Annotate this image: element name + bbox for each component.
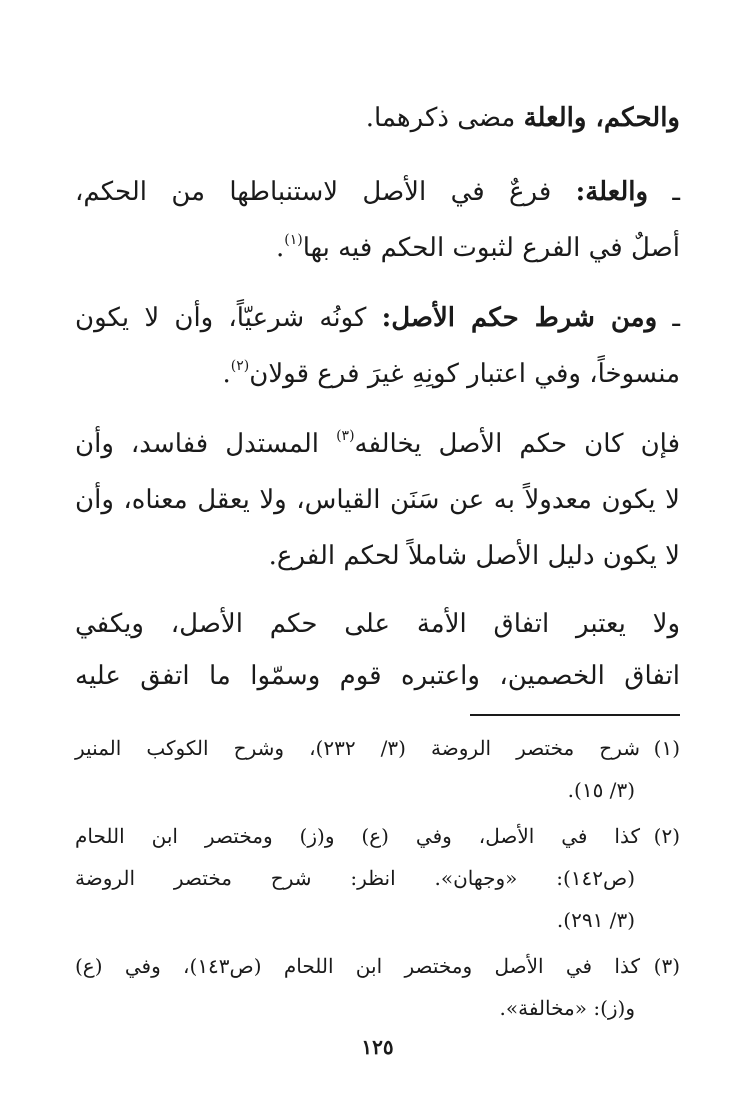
- footnote-1-number: (١): [653, 736, 680, 760]
- paragraph-5-line-1: [75, 604, 680, 644]
- paragraph-4-line-3: [75, 536, 680, 576]
- p5-text-1: ولا يعتبر اتفاق الأمة على حكم الأصل، ويكفي: [75, 609, 680, 639]
- paragraph-1-line-1: [75, 98, 680, 138]
- p5-text-2: اتفاق الخصمين، واعتبره قوم وسمّوا ما اتفق عليه: [75, 661, 680, 691]
- term-hukm-illa: والحكم، والعلة: [523, 103, 680, 133]
- footnote-2-line-3: [75, 902, 635, 938]
- footnote-1-line-2: [75, 772, 635, 808]
- p3-period: .: [222, 359, 231, 389]
- footnote-3-number: (٣): [653, 954, 680, 978]
- p1-text: مضى ذكرهما.: [365, 103, 524, 133]
- footnote-2-line-2: [75, 860, 635, 896]
- paragraph-3-line-1: [75, 298, 680, 338]
- footnote-3-line-2: [75, 990, 635, 1026]
- p4-text-2: لا يكون معدولاً به عن سَنَن القياس، ولا يعقل معناه، وأن: [75, 485, 680, 515]
- footnote-2-text-1: كذا في الأصل، وفي (ع) و(ز) ومختصر ابن اللحام: [75, 824, 640, 848]
- p2-dash: ـ: [648, 177, 680, 207]
- footnote-3-text-2: و(ز): «مخالفة».: [499, 996, 635, 1020]
- footnote-3-line-1: [75, 948, 680, 984]
- p3-dash: ـ: [657, 303, 680, 333]
- footnote-1-line-1: [75, 730, 680, 766]
- footnote-ref-2[interactable]: (٢): [230, 358, 250, 374]
- term-illa: والعلة:: [575, 177, 649, 207]
- footnote-2-line-1: [75, 818, 680, 854]
- p4-text-3: لا يكون دليل الأصل شاملاً لحكم الفرع.: [268, 541, 680, 571]
- page-number: ١٢٥: [361, 1035, 394, 1059]
- paragraph-2-line-2: [75, 228, 680, 268]
- p4-text-1b: المستدل ففاسد، وأن: [75, 429, 337, 459]
- paragraph-5-line-2: [75, 656, 680, 696]
- footnote-ref-3[interactable]: (٣): [336, 428, 355, 444]
- footnote-2-text-2: (ص١٤٢): «وجهان». انظر: شرح مختصر الروضة: [75, 866, 635, 890]
- paragraph-4-line-1: [75, 424, 680, 464]
- paragraph-3-line-2: [75, 354, 680, 394]
- footnote-separator: [470, 714, 680, 716]
- p2-period: .: [275, 233, 285, 263]
- footnote-2-text-3: (٣/ ٢٩١).: [556, 908, 635, 932]
- p2-text-2: أصلٌ في الفرع لثبوت الحكم فيه بها: [302, 233, 680, 263]
- footnote-1-text-2: (٣/ ١٥).: [567, 778, 635, 802]
- paragraph-4-line-2: [75, 480, 680, 520]
- paragraph-2-line-1: [75, 172, 680, 212]
- term-condition-hukm-asl: ومن شرط حكم الأصل:: [381, 303, 658, 333]
- p3-text-2: منسوخاً، وفي اعتبار كونِهِ غيرَ فرع قولان: [249, 359, 680, 389]
- footnote-3-text-1: كذا في الأصل ومختصر ابن اللحام (ص١٤٣)، وفي (ع): [75, 954, 640, 978]
- footnote-1-text-1: شرح مختصر الروضة (٣/ ٢٣٢)، وشرح الكوكب المنير: [75, 736, 640, 760]
- footnote-2-number: (٢): [653, 824, 680, 848]
- p2-text-1: فرعٌ في الأصل لاستنباطها من الحكم،: [75, 177, 576, 207]
- footnote-ref-1[interactable]: (١): [284, 232, 303, 248]
- p3-text-1: كونُه شرعيّاً، وأن لا يكون: [75, 303, 382, 333]
- p4-text-1a: فإن كان حكم الأصل يخالفه: [354, 429, 681, 459]
